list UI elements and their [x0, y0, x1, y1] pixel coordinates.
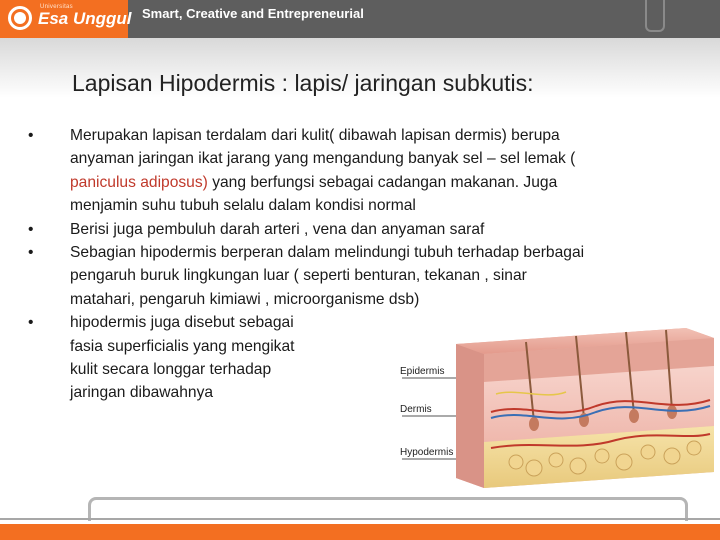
skin-layers-image — [396, 322, 719, 510]
bullet-line-rest: yang berfungsi sebagai cadangan makanan. Juga — [212, 173, 558, 191]
frame-decoration — [645, 0, 665, 32]
bullet-marker: • — [28, 127, 34, 144]
label-epidermis: Epidermis — [400, 366, 445, 377]
bullet-line — [70, 171, 718, 194]
logo-text: Esa Unggul — [38, 9, 132, 28]
bullet-marker: • — [28, 244, 34, 262]
bullet-line: hipodermis juga disebut sebagai — [70, 314, 294, 332]
label-dermis: Dermis — [400, 404, 432, 415]
bullet-line: anyaman jaringan ikat jarang yang mengandung banyak sel – sel lemak ( — [70, 150, 576, 168]
header-bar — [0, 0, 720, 38]
bullet-marker: • — [28, 220, 34, 238]
bullet-marker: • — [28, 314, 34, 332]
bullet-line: matahari, pengaruh kimiawi , microorganisme dsb) — [70, 290, 420, 308]
highlight-term: paniculus adiposus) — [70, 173, 208, 191]
footer-bar — [0, 524, 720, 540]
bullet-item — [28, 218, 718, 241]
slide-title: Lapisan Hipodermis : lapis/ jaringan subkutis: — [72, 70, 534, 96]
bullet-line: jaringan dibawahnya — [70, 384, 214, 402]
bullet-line: fasia superficialis yang mengikat — [70, 337, 295, 355]
label-hypodermis: Hypodermis — [400, 447, 454, 458]
bullet-line: menjamin suhu tubuh selalu dalam kondisi normal — [70, 197, 416, 215]
bullet-line: kulit secara longgar terhadap — [70, 361, 272, 379]
bullet-line: Merupakan lapisan terdalam dari kulit( dibawah lapisan dermis) berupa — [70, 127, 560, 144]
footer-line — [0, 518, 720, 520]
tagline: Smart, Creative and Entrepreneurial — [142, 6, 364, 21]
skin-block — [456, 328, 714, 488]
logo — [0, 0, 132, 38]
bullet-line: pengaruh buruk lingkungan luar ( seperti benturan, tekanan , sinar — [70, 267, 527, 285]
university-logo-icon — [8, 6, 32, 30]
bullet-line: Sebagian hipodermis berperan dalam melindungi tubuh terhadap berbagai — [70, 244, 585, 262]
bullet-line: Berisi juga pembuluh darah arteri , vena dan anyaman saraf — [70, 220, 485, 238]
bullet-item — [28, 241, 718, 311]
bullet-item — [28, 124, 718, 218]
logo-subtitle: Universitas — [40, 4, 73, 10]
